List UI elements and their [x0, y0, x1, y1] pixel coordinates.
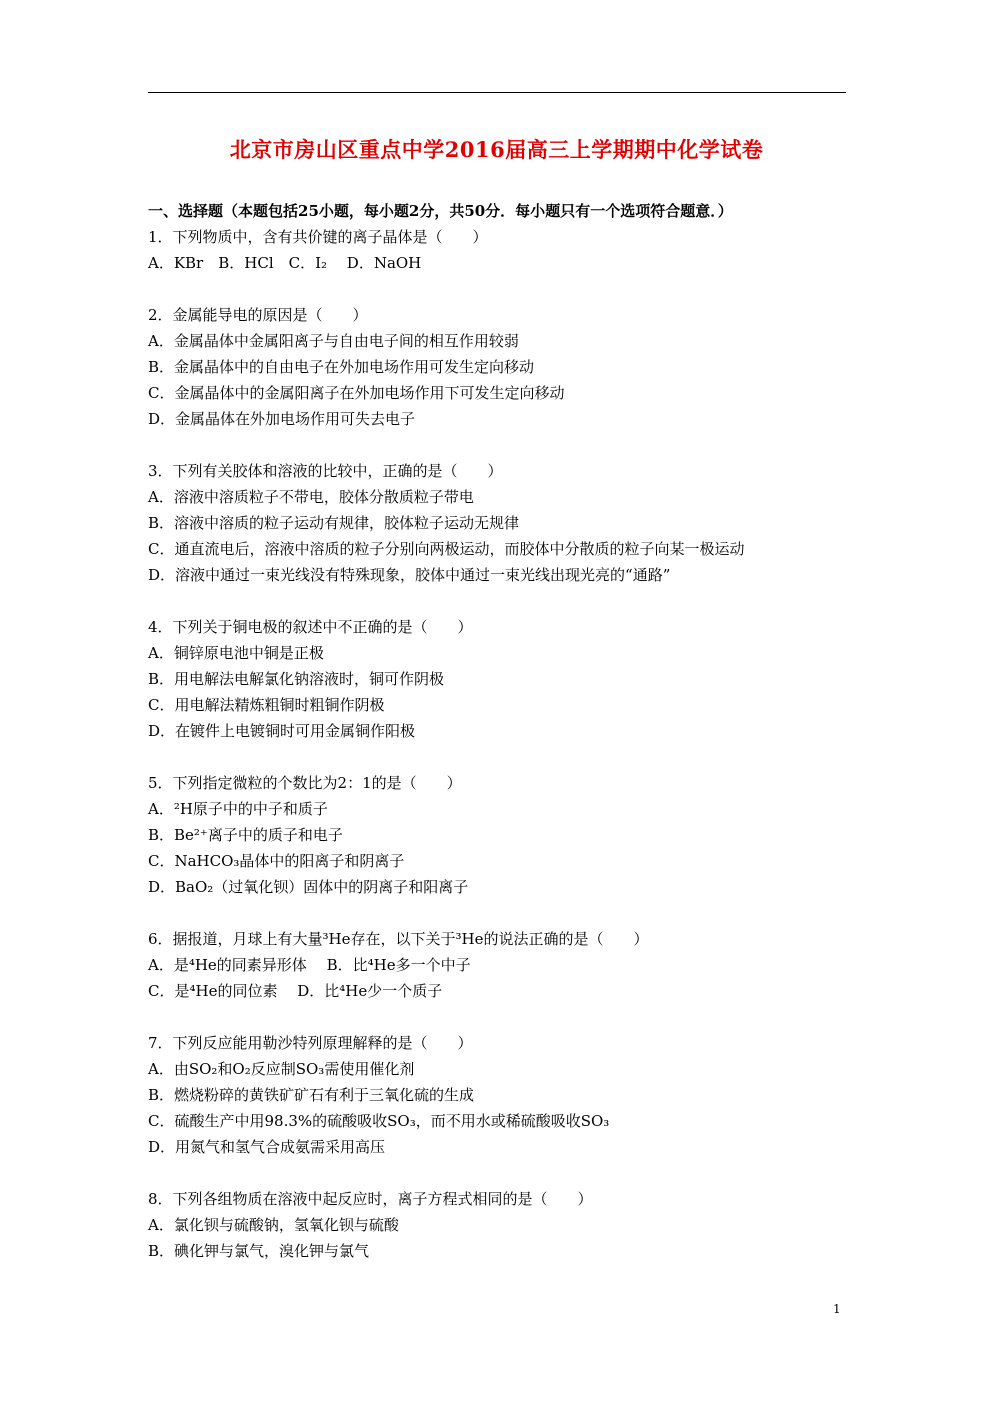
question-stem: 4．下列关于铜电极的叙述中不正确的是（ ） — [148, 618, 473, 636]
question-stem: 3．下列有关胶体和溶液的比较中，正确的是（ ） — [148, 462, 503, 480]
answer-option: D．BaO₂（过氧化钡）固体中的阴离子和阳离子 — [148, 878, 469, 896]
page-title: 北京市房山区重点中学2016届高三上学期期中化学试卷 — [229, 137, 764, 162]
answer-option: A．是⁴He的同素异形体 B．比⁴He多一个中子 — [148, 956, 471, 974]
answer-option: B．Be²⁺离子中的质子和电子 — [148, 826, 343, 844]
question-3 — [148, 458, 848, 588]
section-header: 一、选择题（本题包括25小题，每小题2分，共50分．每小题只有一个选项符合题意．） — [148, 202, 733, 220]
question-stem: 6．据报道，月球上有大量³He存在，以下关于³He的说法正确的是（ ） — [148, 930, 649, 948]
answer-option: C．硫酸生产中用98.3%的硫酸吸收SO₃，而不用水或稀硫酸吸收SO₃ — [148, 1112, 610, 1130]
question-stem: 8．下列各组物质在溶液中起反应时，离子方程式相同的是（ ） — [148, 1190, 593, 1208]
exam-content — [148, 198, 848, 1290]
answer-option: A．KBr B．HCl C．I₂ D．NaOH — [148, 254, 422, 272]
answer-option: B．碘化钾与氯气，溴化钾与氯气 — [148, 1242, 370, 1260]
question-8 — [148, 1186, 848, 1264]
question-4 — [148, 614, 848, 744]
answer-option: A．溶液中溶质粒子不带电，胶体分散质粒子带电 — [148, 488, 474, 506]
answer-option: C．通直流电后，溶液中溶质的粒子分别向两极运动，而胶体中分散质的粒子向某一极运动 — [148, 540, 745, 558]
question-stem: 7．下列反应能用勒沙特列原理解释的是（ ） — [148, 1034, 473, 1052]
header-rule — [148, 92, 846, 93]
answer-option: D．用氮气和氢气合成氨需采用高压 — [148, 1138, 386, 1156]
answer-option: B．用电解法电解氯化钠溶液时，铜可作阴极 — [148, 670, 445, 688]
question-2 — [148, 302, 848, 432]
answer-option: A．²H原子中的中子和质子 — [148, 800, 328, 818]
question-list — [148, 224, 848, 1264]
answer-option: C．是⁴He的同位素 D．比⁴He少一个质子 — [148, 982, 443, 1000]
answer-option: A．氯化钡与硫酸钠，氢氧化钡与硫酸 — [148, 1216, 399, 1234]
question-stem: 2．金属能导电的原因是（ ） — [148, 306, 368, 324]
question-stem: 1．下列物质中，含有共价键的离子晶体是（ ） — [148, 228, 488, 246]
question-1 — [148, 224, 848, 276]
question-stem: 5．下列指定微粒的个数比为2：1的是（ ） — [148, 774, 462, 792]
answer-option: C．NaHCO₃晶体中的阳离子和阴离子 — [148, 852, 405, 870]
page-number: 1 — [833, 1302, 841, 1316]
question-6 — [148, 926, 848, 1004]
answer-option: A．金属晶体中金属阳离子与自由电子间的相互作用较弱 — [148, 332, 519, 350]
answer-option: D．在镀件上电镀铜时可用金属铜作阳极 — [148, 722, 416, 740]
answer-option: D．溶液中通过一束光线没有特殊现象，胶体中通过一束光线出现光亮的“通路” — [148, 566, 671, 584]
answer-option: B．溶液中溶质的粒子运动有规律，胶体粒子运动无规律 — [148, 514, 520, 532]
answer-option: D．金属晶体在外加电场作用可失去电子 — [148, 410, 416, 428]
question-5 — [148, 770, 848, 900]
answer-option: A．由SO₂和O₂反应制SO₃需使用催化剂 — [148, 1060, 415, 1078]
answer-option: B．燃烧粉碎的黄铁矿矿石有利于三氧化硫的生成 — [148, 1086, 475, 1104]
answer-option: C．用电解法精炼粗铜时粗铜作阴极 — [148, 696, 385, 714]
answer-option: A．铜锌原电池中铜是正极 — [148, 644, 324, 662]
answer-option: C．金属晶体中的金属阳离子在外加电场作用下可发生定向移动 — [148, 384, 565, 402]
answer-option: B．金属晶体中的自由电子在外加电场作用可发生定向移动 — [148, 358, 535, 376]
question-7 — [148, 1030, 848, 1160]
